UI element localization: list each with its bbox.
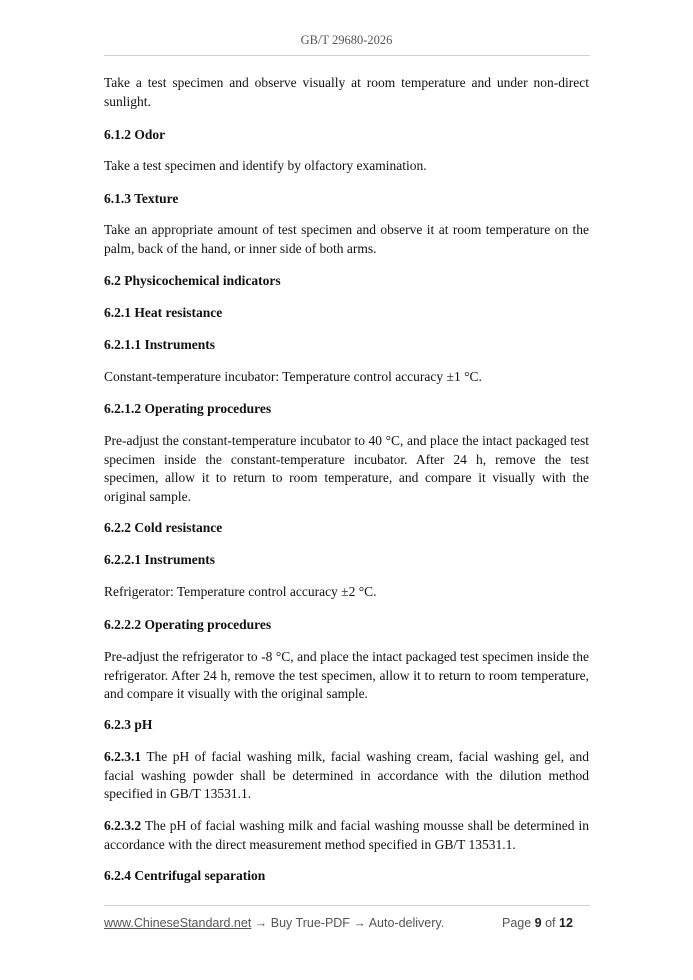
page-indicator bbox=[502, 916, 573, 930]
appearance-paragraph: Take a test specimen and observe visually at room temperature and under non-direct sunlight. bbox=[104, 75, 589, 109]
page-label: Page bbox=[502, 916, 535, 930]
page-total: 12 bbox=[559, 916, 573, 930]
heading-cold-procedures: 6.2.2.2 Operating procedures bbox=[104, 617, 272, 632]
footer-divider bbox=[104, 905, 590, 906]
ph-clause-2-text: The pH of facial washing milk and facial washing mousse shall be determined in accordance with the direct measurement method specified in GB/T 13531.1. bbox=[104, 818, 589, 852]
header-divider bbox=[104, 55, 590, 56]
heading-ph: 6.2.3 pH bbox=[104, 717, 153, 732]
heading-cold-instruments: 6.2.2.1 Instruments bbox=[104, 552, 216, 567]
cold-procedures-paragraph: Pre-adjust the refrigerator to -8 °C, and place the intact packaged test specimen inside the refrigerator. After 24 h, remove the test specimen, allow it to return to room temperature, and compare it visually with the original sample. bbox=[104, 649, 589, 701]
heading-cold-resistance: 6.2.2 Cold resistance bbox=[104, 520, 223, 535]
heading-heat-procedures: 6.2.1.2 Operating procedures bbox=[104, 401, 272, 416]
document-header: GB/T 29680-2026 bbox=[300, 33, 393, 47]
page-current: 9 bbox=[534, 916, 542, 930]
texture-paragraph: Take an appropriate amount of test specimen and observe it at room temperature on the palm, back of the hand, or inner side of both arms. bbox=[104, 222, 589, 256]
site-link[interactable]: www.ChineseStandard.net bbox=[104, 916, 252, 930]
ph-clause-1-text: The pH of facial washing milk, facial washing cream, facial washing gel, and facial washing powder shall be determined in accordance with the dilution method specified in GB/T 13531.1. bbox=[104, 749, 589, 801]
footer-tagline: → Buy True-PDF → Auto-delivery. bbox=[251, 916, 445, 930]
heading-texture: 6.1.3 Texture bbox=[104, 191, 179, 206]
ph-clause-1-number: 6.2.3.1 bbox=[104, 749, 142, 764]
heading-odor: 6.1.2 Odor bbox=[104, 127, 166, 142]
heat-instruments-paragraph: Constant-temperature incubator: Temperature control accuracy ±1 °C. bbox=[104, 369, 482, 384]
heading-physicochemical: 6.2 Physicochemical indicators bbox=[104, 273, 281, 288]
page-of: of bbox=[541, 916, 559, 930]
ph-clause-2-number: 6.2.3.2 bbox=[104, 818, 142, 833]
ph-clause-1 bbox=[104, 748, 589, 804]
heading-heat-instruments: 6.2.1.1 Instruments bbox=[104, 337, 216, 352]
heading-heat-resistance: 6.2.1 Heat resistance bbox=[104, 305, 223, 320]
odor-paragraph: Take a test specimen and identify by olfactory examination. bbox=[104, 158, 427, 173]
ph-clause-2 bbox=[104, 817, 589, 854]
heat-procedures-paragraph: Pre-adjust the constant-temperature incubator to 40 °C, and place the intact packaged test specimen inside the constant-temperature incubator. After 24 h, remove the test specimen, allow it to return to room temperature, and compare it visually with the original sample. bbox=[104, 433, 589, 504]
heading-centrifugal-separation: 6.2.4 Centrifugal separation bbox=[104, 868, 266, 883]
cold-instruments-paragraph: Refrigerator: Temperature control accuracy ±2 °C. bbox=[104, 584, 377, 599]
footer-promo bbox=[104, 916, 444, 930]
